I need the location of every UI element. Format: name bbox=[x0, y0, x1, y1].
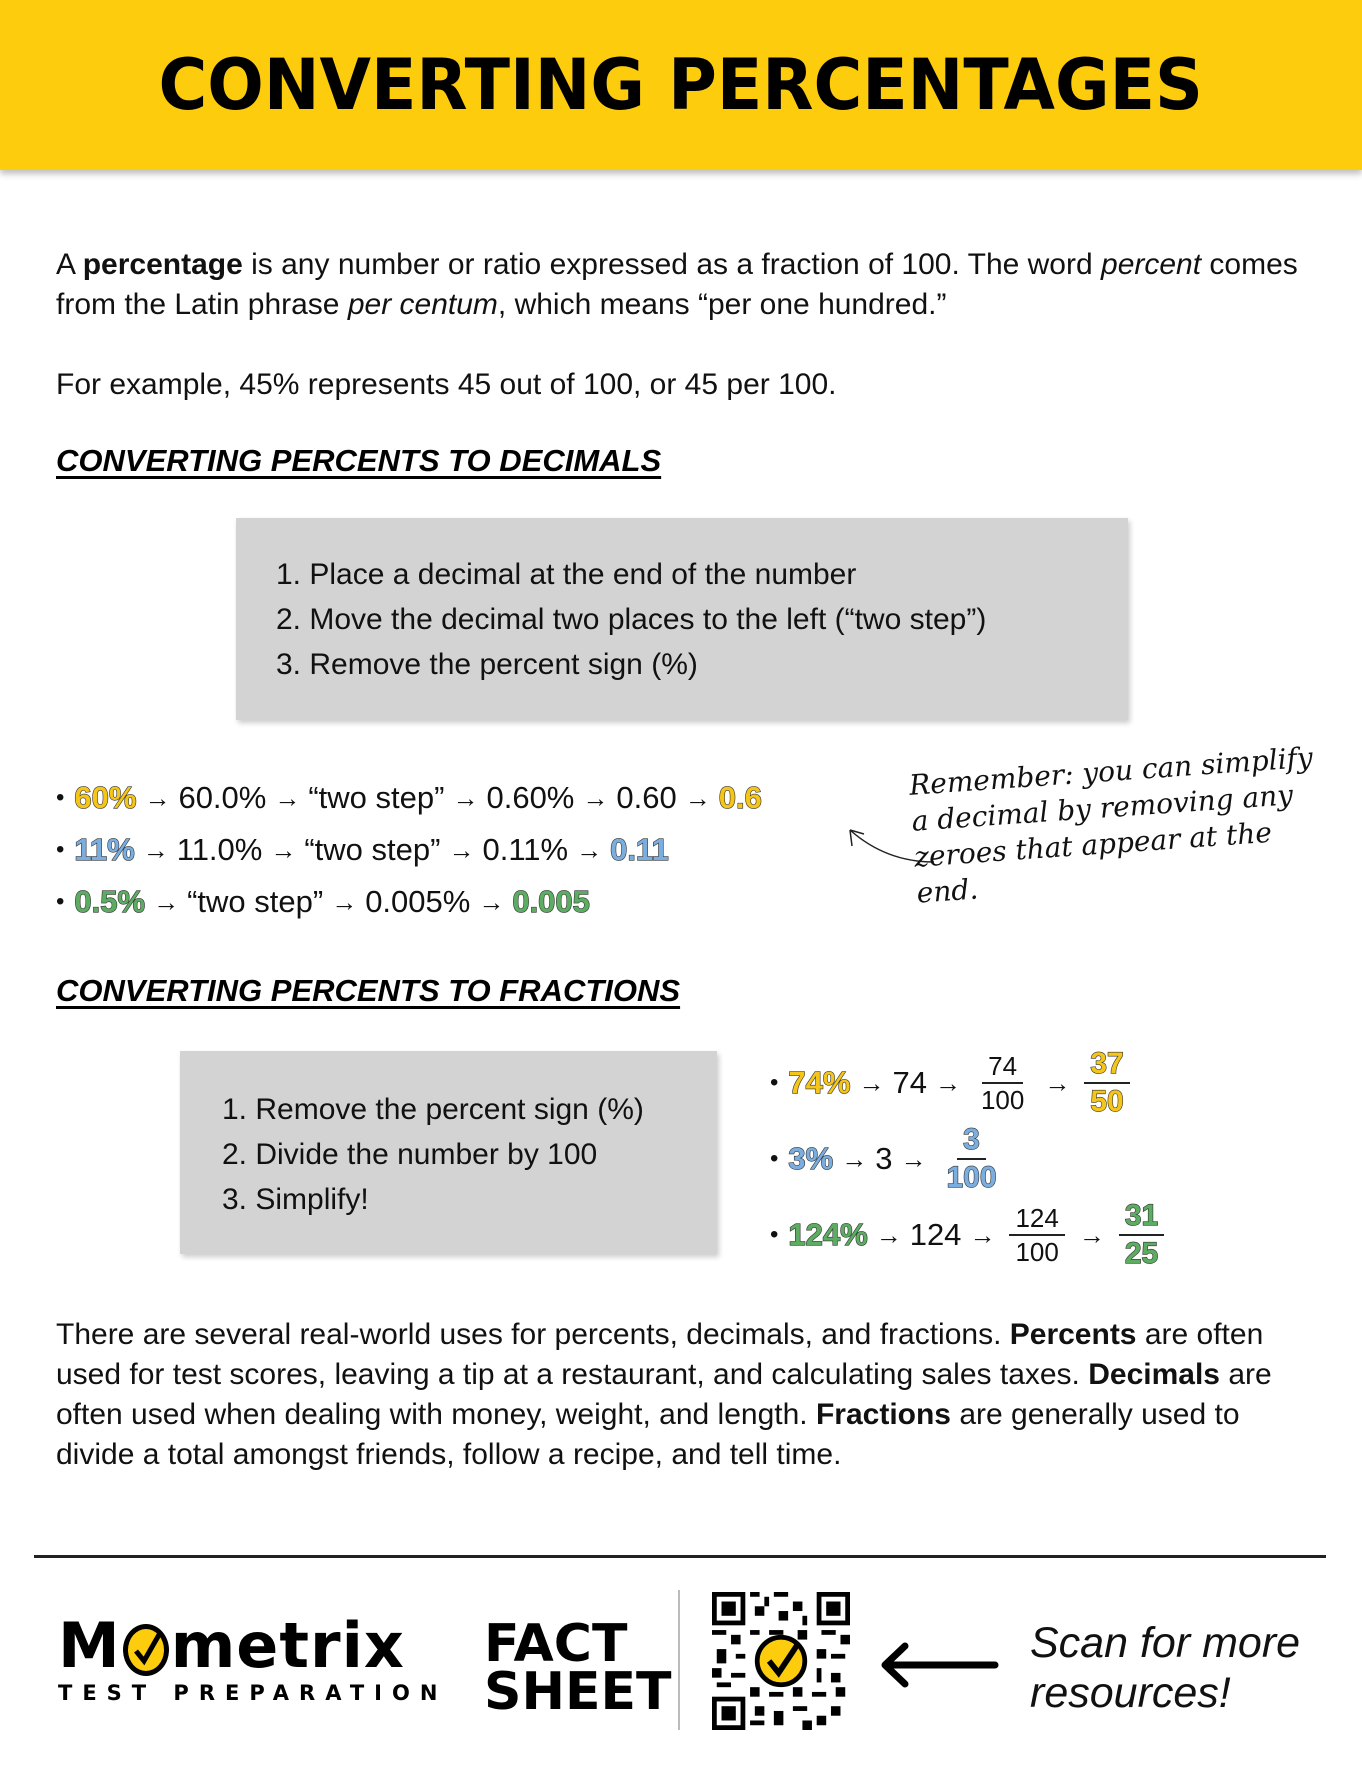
bullet-icon: • bbox=[56, 784, 65, 811]
arrow-right-icon: → bbox=[582, 783, 609, 813]
bullet-icon: • bbox=[56, 888, 65, 915]
start-percent: 124% bbox=[788, 1217, 868, 1252]
checkmark-circle-icon bbox=[123, 1624, 169, 1676]
step-value: 0.60% bbox=[486, 780, 575, 815]
uses-text: are generally used to divide a total amongst friends, follow a recipe, and tell time. bbox=[56, 1398, 1240, 1471]
footer-divider bbox=[34, 1555, 1326, 1558]
decimal-examples bbox=[56, 772, 762, 928]
arrow-right-icon: → bbox=[270, 835, 297, 865]
intro-text: is any number or ratio expressed as a fraction of 100. The word bbox=[242, 248, 1102, 281]
fraction bbox=[1009, 1202, 1064, 1268]
result-fraction bbox=[940, 1122, 1002, 1196]
denominator: 100 bbox=[946, 1161, 997, 1194]
fraction-example-row bbox=[770, 1197, 1170, 1273]
page-title: CONVERTING PERCENTAGES bbox=[158, 44, 1204, 126]
fraction-examples bbox=[770, 1045, 1170, 1273]
numerator: 31 bbox=[1119, 1198, 1164, 1236]
arrow-right-icon: → bbox=[478, 887, 505, 917]
fraction-example-row bbox=[770, 1121, 1170, 1197]
fact-label-line: FACT bbox=[484, 1614, 628, 1674]
arrow-right-icon: → bbox=[576, 835, 603, 865]
section-title-decimals: CONVERTING PERCENTS TO DECIMALS bbox=[56, 443, 662, 478]
logo-wordmark bbox=[58, 1609, 447, 1682]
decimal-example-row bbox=[56, 772, 762, 824]
arrow-right-icon: → bbox=[331, 887, 358, 917]
arrow-right-icon: → bbox=[900, 1143, 927, 1174]
start-percent: 60% bbox=[74, 780, 137, 815]
scan-prompt bbox=[1030, 1618, 1300, 1718]
uses-text: are often used for test scores, leaving a tip at a restaurant, and calculating sales taxes. bbox=[56, 1318, 1264, 1391]
step-item: 3. Simplify! bbox=[222, 1183, 369, 1216]
logo-letters: metrix bbox=[170, 1609, 405, 1682]
numerator: 3 bbox=[957, 1122, 986, 1160]
step-value: 60.0% bbox=[178, 780, 267, 815]
numerator: 124 bbox=[1009, 1202, 1064, 1236]
fact-label-line: SHEET bbox=[484, 1662, 672, 1722]
logo-subtitle: TEST PREPARATION bbox=[58, 1681, 448, 1705]
uses-bold-term: Fractions bbox=[815, 1398, 951, 1431]
scan-text-line: resources! bbox=[1030, 1669, 1231, 1717]
step-value: 74 bbox=[892, 1065, 927, 1100]
denominator: 50 bbox=[1090, 1085, 1124, 1118]
result-fraction bbox=[1084, 1046, 1129, 1120]
uses-text: There are several real-world uses for percents, decimals, and fractions. bbox=[56, 1318, 1010, 1351]
section-title-fractions: CONVERTING PERCENTS TO FRACTIONS bbox=[56, 973, 681, 1008]
numerator: 74 bbox=[982, 1050, 1023, 1084]
result-fraction bbox=[1119, 1198, 1164, 1272]
bullet-icon: • bbox=[770, 1069, 779, 1096]
mometrix-logo bbox=[58, 1609, 448, 1705]
intro-paragraph bbox=[56, 245, 1316, 325]
step-value: 11.0% bbox=[176, 832, 263, 867]
arrow-right-icon: → bbox=[969, 1219, 996, 1250]
result-decimal: 0.11 bbox=[610, 832, 669, 867]
arrow-right-icon: → bbox=[452, 783, 479, 813]
start-percent: 0.5% bbox=[74, 884, 146, 919]
step-item: 1. Place a decimal at the end of the number bbox=[276, 558, 857, 591]
uses-text: are often used when dealing with money, weight, and length. bbox=[56, 1358, 1272, 1431]
arrow-right-icon: → bbox=[875, 1219, 902, 1250]
uses-bold-term: Decimals bbox=[1088, 1358, 1220, 1391]
denominator: 25 bbox=[1124, 1237, 1159, 1270]
intro-italic-term: per centum bbox=[347, 288, 498, 321]
step-value: 3 bbox=[875, 1141, 893, 1176]
intro-italic-term: percent bbox=[1101, 248, 1202, 281]
fraction bbox=[975, 1050, 1030, 1116]
result-decimal: 0.6 bbox=[718, 780, 762, 815]
intro-text: comes from the Latin phrase bbox=[56, 248, 1298, 321]
arrow-right-icon: → bbox=[448, 835, 475, 865]
step-value: 124 bbox=[909, 1217, 962, 1252]
footer-vertical-divider bbox=[678, 1590, 680, 1730]
fact-sheet-label bbox=[484, 1614, 672, 1722]
logo-letter: M bbox=[58, 1609, 121, 1682]
denominator: 100 bbox=[980, 1085, 1025, 1115]
bullet-icon: • bbox=[56, 836, 65, 863]
denominator: 100 bbox=[1015, 1237, 1059, 1267]
fraction-steps-box bbox=[180, 1051, 717, 1254]
step-value: “two step” bbox=[308, 780, 445, 815]
arrow-right-icon: → bbox=[858, 1067, 885, 1098]
uses-paragraph bbox=[56, 1315, 1316, 1475]
step-item: 3. Remove the percent sign (%) bbox=[276, 648, 698, 681]
arrow-right-icon: → bbox=[1078, 1219, 1105, 1250]
step-item: 1. Remove the percent sign (%) bbox=[222, 1093, 644, 1126]
start-percent: 74% bbox=[788, 1065, 851, 1100]
decimal-example-row bbox=[56, 876, 762, 928]
result-decimal: 0.005 bbox=[512, 884, 590, 919]
step-value: 0.005% bbox=[365, 884, 471, 919]
step-value: “two step” bbox=[304, 832, 441, 867]
step-value: 0.11% bbox=[482, 832, 569, 867]
start-percent: 11% bbox=[74, 832, 135, 867]
start-percent: 3% bbox=[788, 1141, 834, 1176]
arrow-right-icon: → bbox=[142, 835, 169, 865]
fraction-example-row bbox=[770, 1045, 1170, 1121]
uses-bold-term: Percents bbox=[1009, 1318, 1137, 1351]
decimal-steps-box bbox=[236, 518, 1128, 720]
step-value: 0.60 bbox=[616, 780, 677, 815]
bullet-icon: • bbox=[770, 1145, 779, 1172]
step-value: “two step” bbox=[187, 884, 324, 919]
arrow-right-icon: → bbox=[144, 783, 171, 813]
arrow-right-icon: → bbox=[684, 783, 711, 813]
arrow-right-icon: → bbox=[153, 887, 180, 917]
intro-text: , which means “per one hundred.” bbox=[497, 288, 947, 321]
numerator: 37 bbox=[1084, 1046, 1129, 1084]
arrow-right-icon: → bbox=[934, 1067, 961, 1098]
decimal-example-row bbox=[56, 824, 762, 876]
example-paragraph: For example, 45% represents 45 out of 100, or 45 per 100. bbox=[56, 368, 837, 401]
arrow-right-icon: → bbox=[274, 783, 301, 813]
intro-bold-term: percentage bbox=[82, 248, 243, 281]
title-banner bbox=[0, 0, 1362, 170]
arrow-right-icon: → bbox=[841, 1143, 868, 1174]
intro-text: A bbox=[56, 248, 83, 281]
qr-code-icon[interactable] bbox=[712, 1592, 850, 1730]
step-item: 2. Move the decimal two places to the left (“two step”) bbox=[276, 603, 987, 636]
bullet-icon: • bbox=[770, 1221, 779, 1248]
handwritten-note: Remember: you can simplify a decimal by removing any zeroes that appear at the end. bbox=[908, 740, 1314, 910]
arrow-right-icon: → bbox=[1044, 1067, 1071, 1098]
arrow-left-icon bbox=[875, 1640, 1005, 1690]
scan-text-line: Scan for more bbox=[1030, 1619, 1301, 1667]
step-item: 2. Divide the number by 100 bbox=[222, 1138, 598, 1171]
